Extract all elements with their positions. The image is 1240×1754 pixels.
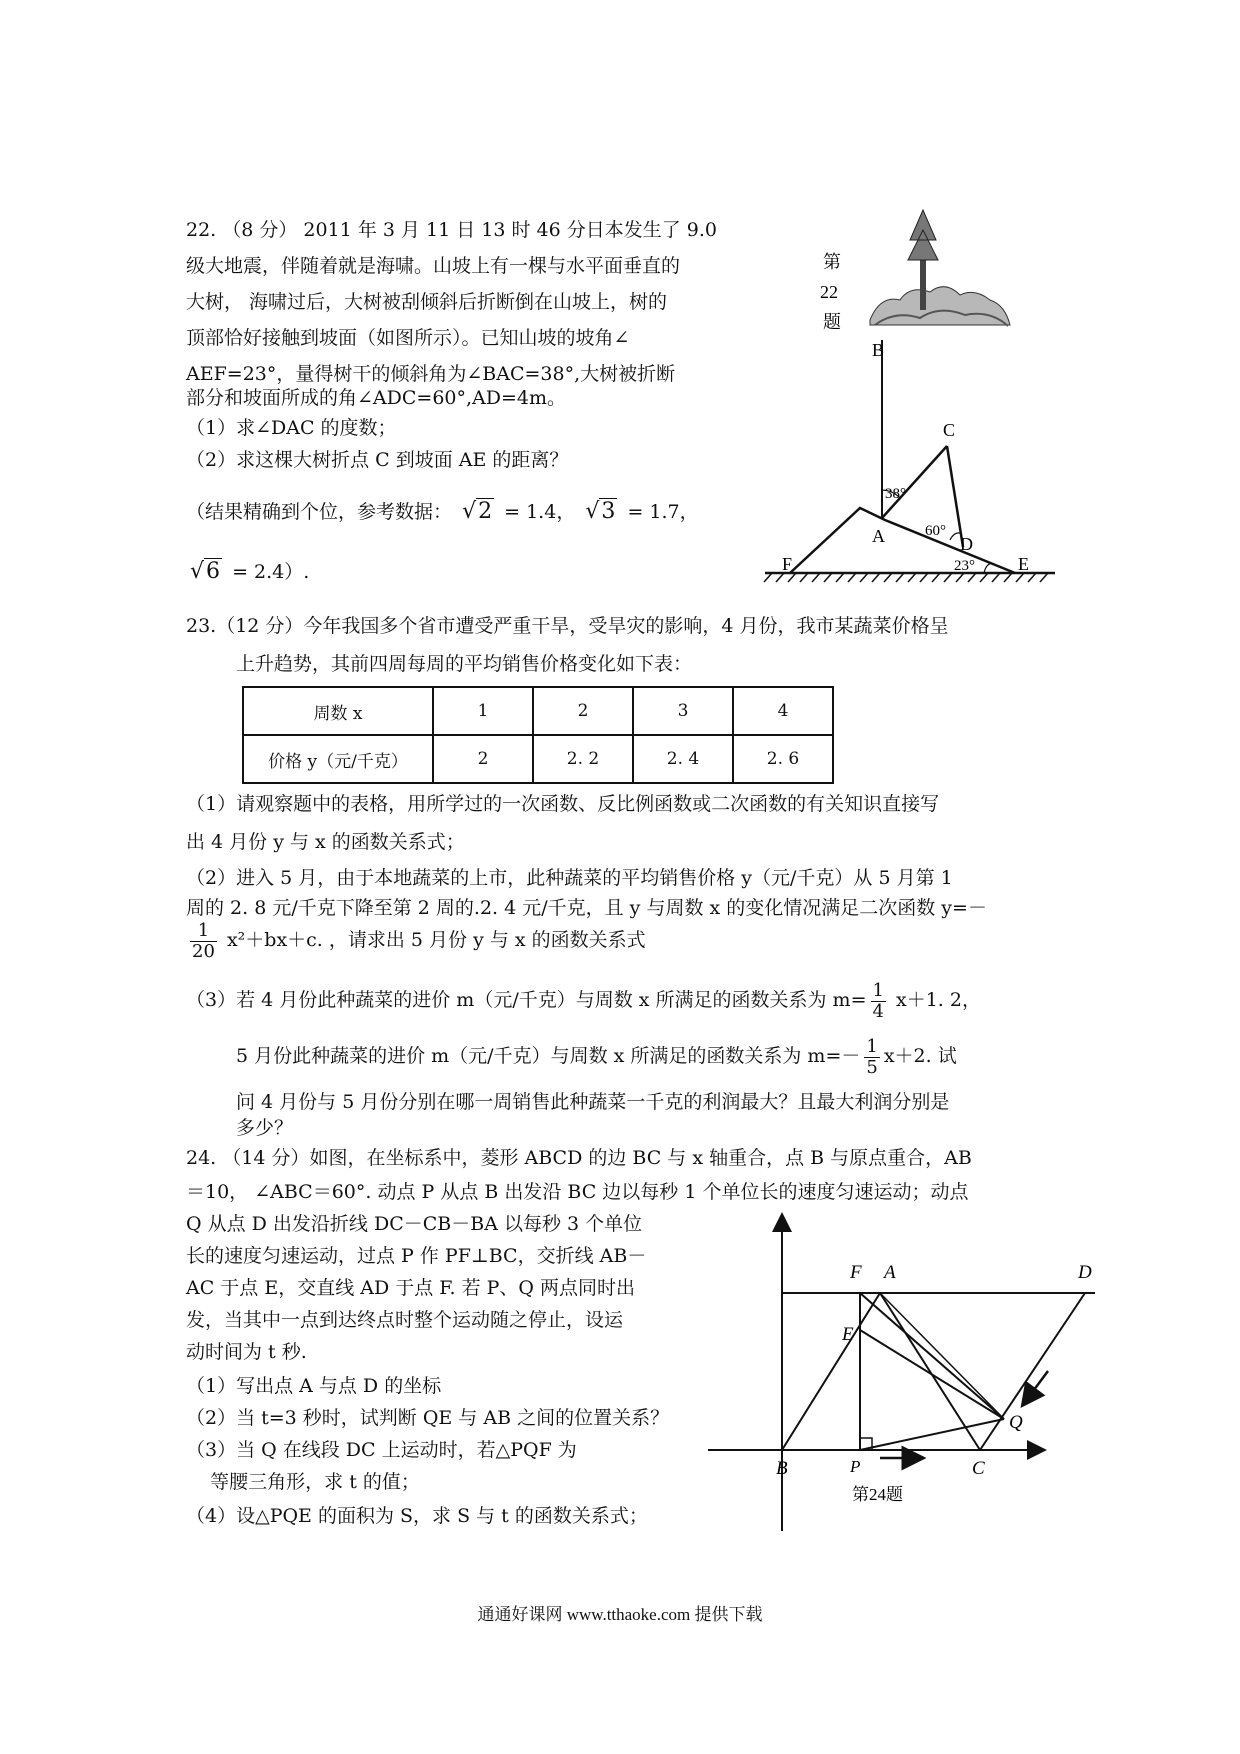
q23-part2c [186,920,646,962]
angle-23-arc [984,563,992,573]
q22-line: 部分和坡面所成的角∠ADC=60°,AD=4m。 [186,387,567,409]
side-DC [980,1293,1085,1450]
label-D: D [960,534,973,554]
q23-part3b-post: x＋2. 试 [883,1045,957,1067]
fraction-num: 1 [872,979,884,1001]
sqrt3-radicand: 3 [601,499,616,524]
table-cell: 1 [433,687,533,735]
label-angle-23: 23° [954,558,975,574]
sqrt3-expr: √3 [585,499,616,524]
q22-ref-suffix: ）. [284,561,310,583]
label-F: F [850,1262,862,1283]
fraction-1-5 [864,1037,879,1078]
label-A: A [872,526,885,546]
label-E: E [1018,554,1029,574]
table-cell: 2. 6 [733,735,833,783]
sqrt6-radicand: 6 [206,559,221,584]
sqrt3-value: = 1.7 [621,501,680,523]
label-angle-38: 38° [885,486,906,502]
q23-part2b: 周的 2. 8 元/千克下降至第 2 周的.2. 4 元/千克，且 y 与周数 x 的变化情况满足二次函数 y=－ [186,897,987,919]
table-cell: 3 [633,687,733,735]
q22-line: 22. （8 分） 2011 年 3 月 11 日 13 时 46 分日本发生了 9.0 [186,219,718,241]
q24-line: 长的速度匀速运动，过点 P 作 PF⊥BC，交折线 AB－ [186,1245,647,1267]
sqrt2-radicand: 2 [478,499,493,524]
q22-reference [186,500,699,524]
ground-hatch [764,573,1048,582]
q23-part3b [236,1036,957,1078]
table-cell: 2. 4 [633,735,733,783]
label-E: E [842,1324,854,1345]
table-header-cell [243,687,433,735]
q23-part3a-pre: （3）若 4 月份此种蔬菜的进价 m（元/千克）与周数 x 所满足的函数关系为 m= [186,989,867,1011]
q24-part2: （2）当 t=3 秒时，试判断 QE 与 AB 之间的位置关系？ [186,1407,670,1429]
q23-part2c-text: x²＋bx＋c. ，请求出 5 月份 y 与 x 的函数关系式 [220,929,646,951]
q22-line: 级大地震，伴随着就是海啸。山坡上有一棵与水平面垂直的 [186,255,681,277]
table-head-text: 价格 y（元/千克） [268,751,408,772]
fraction-1-4 [871,981,886,1022]
q24-part3a: （3）当 Q 在线段 DC 上运动时，若△PQF 为 [186,1439,577,1461]
sqrt2-value: = 1.4 [498,501,557,523]
table-header-cell [243,735,433,783]
q24-figure [700,1206,1100,1536]
segment-CD [947,446,963,547]
q24-part1: （1）写出点 A 与点 D 的坐标 [186,1375,442,1397]
table-cell: 2 [533,687,633,735]
q24-line: 发，当其中一点到达终点时整个运动随之停止，设运 [186,1309,624,1331]
q22-ref-prefix: （结果精确到个位，参考数据： [186,501,453,523]
label-B: B [776,1458,788,1479]
table-cell: 2. 2 [533,735,633,783]
table-row [243,687,833,735]
q22-figure [760,200,1060,590]
q-motion-arrow-icon [1022,1371,1048,1406]
segment-AQ [880,1293,1004,1419]
label-angle-60: 60° [925,523,946,539]
fraction-den: 5 [866,1056,878,1078]
label-F: F [782,554,793,574]
price-table [242,686,834,784]
segment-AC [882,446,947,518]
q24-line: AC 于点 E，交直线 AD 于点 F. 若 P、Q 两点同时出 [186,1277,636,1299]
segment-EQ [860,1330,1004,1419]
q22-caption-3: 题 [823,312,841,332]
table-cell: 2 [433,735,533,783]
label-Q: Q [1009,1412,1023,1433]
fraction-den: 20 [192,940,215,962]
q23-line2: 上升趋势，其前四周每周的平均销售价格变化如下表： [236,653,693,675]
table-row [243,735,833,783]
q23-part3d: 多少？ [236,1117,294,1139]
label-A: A [884,1262,896,1283]
q23-part2a: （2）进入 5 月，由于本地蔬菜的上市，此种蔬菜的平均销售价格 y（元/千克）从 5 月第 1 [186,867,953,889]
q24-part4: （4）设△PQE 的面积为 S，求 S 与 t 的函数关系式； [186,1505,648,1527]
slope-line [790,508,1015,573]
label-P: P [850,1457,861,1476]
q22-caption-1: 第 [823,252,841,272]
sqrt6-value: = 2.4 [226,561,285,583]
q24-line: 动时间为 t 秒. [186,1341,307,1363]
q22-reference-2 [186,560,309,584]
q23-line1: 23.（12 分）今年我国多个省市遭受严重干旱，受旱灾的影响，4 月份，我市某蔬菜价格呈 [186,615,949,637]
q24-line2: ＝10， ∠ABC＝60°. 动点 P 从点 B 出发沿 BC 边以每秒 1 个单位长的速度匀速运动；动点 [186,1181,969,1203]
label-B: B [872,340,885,360]
q23-part3a [186,980,981,1022]
q22-part1: （1）求∠DAC 的度数； [186,417,397,439]
tree-image [870,210,1010,326]
segment-FQ [860,1293,1004,1419]
q24-part3b: 等腰三角形，求 t 的值； [186,1471,420,1493]
fraction-1-20 [190,921,217,962]
q22-line: 顶部恰好接触到坡面（如图所示）。已知山坡的坡角∠ [186,327,630,349]
page-footer: 通通好课网 www.tthaoke.com 提供下载 [477,1605,763,1624]
table-cell: 4 [733,687,833,735]
q23-part1a: （1）请观察题中的表格，用所学过的一次函数、反比例函数或二次函数的有关知识直接写 [186,793,940,815]
q22-ref-sep: ， [679,501,699,523]
q23-part3c: 问 4 月份与 5 月份分别在哪一周销售此种蔬菜一千克的利润最大？且最大利润分别是 [236,1091,950,1113]
q22-ref-sep: ， [556,501,576,523]
q24-line: Q 从点 D 出发沿折线 DC－CB－BA 以每秒 3 个单位 [186,1213,643,1235]
table-head-text: 周数 x [313,703,363,724]
q22-part2: （2）求这棵大树折点 C 到坡面 AE 的距离？ [186,449,569,471]
q23-part3a-post: x＋1. 2， [889,989,981,1011]
label-D: D [1078,1262,1092,1283]
q23-part3b-pre: 5 月份此种蔬菜的进价 m（元/千克）与周数 x 所满足的函数关系为 m=－ [236,1045,861,1067]
fraction-num: 1 [866,1035,878,1057]
q23-part1b: 出 4 月份 y 与 x 的函数关系式； [186,831,465,853]
q22-caption-2: 22 [820,282,838,302]
q24-caption: 第24题 [852,1485,903,1504]
q22-line: AEF=23°，量得树干的倾斜角为∠BAC=38°,大树被折断 [186,363,676,385]
q22-line: 大树， 海啸过后，大树被刮倾斜后折断倒在山坡上，树的 [186,291,668,313]
label-C: C [943,420,956,440]
side-AB [782,1293,880,1450]
angle-60-arc [950,533,960,540]
fraction-num: 1 [190,921,217,942]
fraction-den: 4 [872,1000,884,1022]
q24-line1: 24. （14 分）如图，在坐标系中，菱形 ABCD 的边 BC 与 x 轴重合，点 B 与原点重合，AB [186,1147,972,1169]
label-C: C [972,1458,985,1479]
sqrt6-expr: √6 [190,559,221,584]
sqrt2-expr: √2 [462,499,493,524]
